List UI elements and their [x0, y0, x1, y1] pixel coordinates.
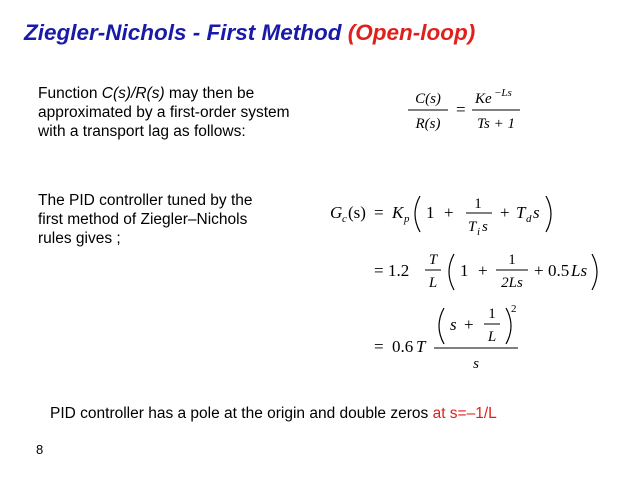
- line3-exponent: 2: [511, 303, 517, 315]
- line2-right-paren: [592, 254, 597, 290]
- line1-equals: =: [374, 203, 384, 222]
- pid-intro-paragraph: [38, 191, 253, 248]
- line2-coef: 1.2: [388, 261, 410, 280]
- pid-intro-line-2: first method of Ziegler–Nichols: [38, 211, 248, 228]
- line1-left-paren: [415, 196, 420, 232]
- line3-inner-denominator: L: [487, 329, 497, 345]
- line3-num-plus: +: [464, 315, 474, 334]
- ti-subscript: i: [477, 226, 481, 238]
- intro-line-2: approximated by a first-order system: [38, 104, 290, 121]
- intro-suffix: may then be: [164, 85, 255, 102]
- line1-frac-numerator: 1: [474, 196, 482, 212]
- line3-num-s: s: [450, 315, 457, 334]
- line2-equals: =: [374, 261, 384, 280]
- intro-prefix: Function: [38, 85, 102, 102]
- intro-italic: C(s)/R(s): [101, 85, 165, 102]
- line3-left-paren: [439, 308, 444, 344]
- line2-plus-1: +: [478, 261, 488, 280]
- ti-s: s: [482, 219, 488, 235]
- conclusion-accent: at s=–1/L: [432, 405, 497, 422]
- tf-equals: =: [456, 100, 466, 119]
- gc-symbol: G: [330, 203, 343, 222]
- pid-formula-line-2: [374, 252, 597, 291]
- pid-formula: [330, 188, 620, 378]
- pid-intro-line-1: The PID controller tuned by the: [38, 192, 253, 209]
- intro-paragraph: [38, 84, 290, 141]
- tf-rhs-exponent: −Ls: [494, 87, 512, 99]
- line1-right-paren: [546, 196, 551, 232]
- line1-one: 1: [426, 203, 435, 222]
- line3-inner-numerator: 1: [488, 306, 496, 322]
- td-symbol: T: [516, 203, 526, 222]
- line1-plus-1: +: [444, 203, 454, 222]
- line2-frac2-numerator: 1: [508, 252, 516, 268]
- line1-plus-2: +: [500, 203, 510, 222]
- kp-subscript: p: [404, 213, 410, 225]
- conclusion-main: PID controller has a pole at the origin and double zeros: [50, 405, 433, 422]
- td-subscript: d: [526, 213, 532, 225]
- line2-frac2-denominator: 2Ls: [501, 275, 523, 291]
- line2-last-coef: 0.5: [548, 261, 570, 280]
- tf-rhs-denominator: Ts + 1: [477, 116, 515, 132]
- tf-lhs-numerator: C(s): [415, 91, 441, 107]
- page-number: 8: [36, 442, 44, 457]
- line2-left-paren: [449, 254, 454, 290]
- transfer-function-equation: [406, 86, 526, 142]
- line3-coef-var: T: [416, 337, 426, 356]
- line2-last-var: Ls: [571, 261, 588, 280]
- gc-argument: (s): [348, 203, 366, 222]
- conclusion-text: [50, 405, 497, 423]
- line2-plus-2: +: [534, 261, 544, 280]
- title-accent: (Open-loop): [347, 20, 476, 45]
- intro-line-3: with a transport lag as follows:: [38, 123, 246, 140]
- line2-one: 1: [460, 261, 469, 280]
- line3-equals: =: [374, 337, 384, 356]
- line2-frac1-denominator: L: [428, 275, 438, 291]
- line2-frac1-numerator: T: [428, 252, 438, 268]
- line3-coef: 0.6: [392, 337, 414, 356]
- tf-lhs-denominator: R(s): [415, 116, 441, 132]
- slide-title: [24, 20, 475, 46]
- gc-subscript: c: [342, 213, 347, 225]
- intro-line-1: [38, 84, 290, 103]
- line3-denominator: s: [473, 356, 479, 372]
- ti-symbol: T: [468, 219, 477, 235]
- pid-intro-line-3: rules gives ;: [38, 230, 121, 247]
- title-main: Ziegler-Nichols - First Method: [24, 20, 348, 45]
- td-s: s: [533, 203, 540, 222]
- pid-formula-line-1: [330, 196, 551, 238]
- pid-formula-line-3: [374, 303, 518, 372]
- kp-symbol: K: [392, 203, 404, 222]
- tf-rhs-numerator-base: Ke: [475, 91, 492, 107]
